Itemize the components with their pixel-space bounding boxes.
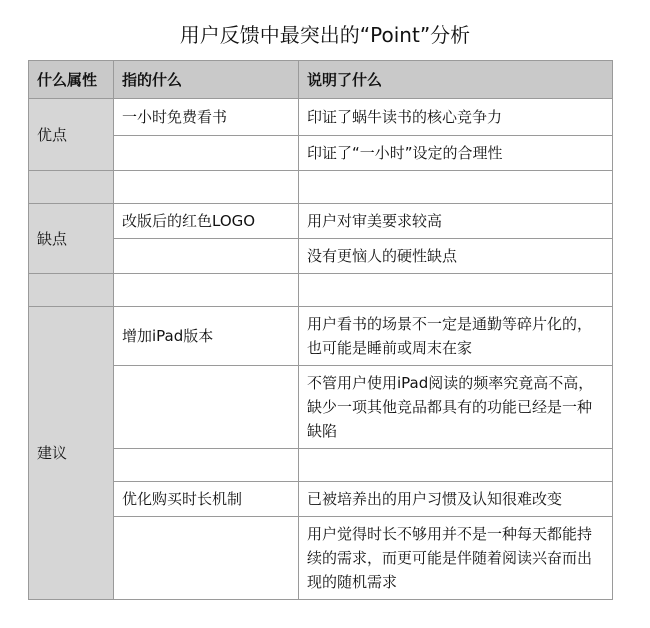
- cell-means: 印证了蜗牛读书的核心竞争力: [299, 99, 613, 136]
- category-advantages: 优点: [29, 99, 114, 171]
- cell-what: [114, 366, 299, 449]
- cell-means: 印证了“一小时”设定的合理性: [299, 136, 613, 171]
- spacer-cell: [299, 171, 613, 204]
- table-row: [29, 204, 613, 239]
- cell-what: [114, 517, 299, 600]
- table-row: [29, 449, 613, 482]
- spacer-row: [29, 274, 613, 307]
- category-disadvantages: 缺点: [29, 204, 114, 274]
- cell-what: 改版后的红色LOGO: [114, 204, 299, 239]
- cell-means: 用户觉得时长不够用并不是一种每天都能持续的需求，而更可能是伴随着阅读兴奋而出现的随机需求: [299, 517, 613, 600]
- category-suggestions: 建议: [29, 307, 114, 600]
- header-means: 说明了什么: [299, 61, 613, 99]
- table-row: [29, 517, 613, 600]
- table-row: [29, 307, 613, 366]
- point-analysis-table: [28, 60, 613, 600]
- cell-what: 一小时免费看书: [114, 99, 299, 136]
- spacer-cell: [29, 171, 114, 204]
- cell-means: 用户看书的场景不一定是通勤等碎片化的，也可能是睡前或周末在家: [299, 307, 613, 366]
- table-header-row: [29, 61, 613, 99]
- cell-means: 用户对审美要求较高: [299, 204, 613, 239]
- table-row: [29, 482, 613, 517]
- page-title: 用户反馈中最突出的“Point”分析: [179, 23, 471, 47]
- cell-means: 不管用户使用iPad阅读的频率究竟高不高，缺少一项其他竞品都具有的功能已经是一种缺陷: [299, 366, 613, 449]
- spacer-row: [29, 171, 613, 204]
- table-row: [29, 99, 613, 136]
- table-row: [29, 366, 613, 449]
- cell-means: [299, 449, 613, 482]
- spacer-cell: [114, 171, 299, 204]
- header-attribute: 什么属性: [29, 61, 114, 99]
- spacer-cell: [29, 274, 114, 307]
- cell-means: 没有更恼人的硬性缺点: [299, 239, 613, 274]
- cell-what: [114, 239, 299, 274]
- cell-what: 增加iPad版本: [114, 307, 299, 366]
- cell-what: 优化购买时长机制: [114, 482, 299, 517]
- spacer-cell: [114, 274, 299, 307]
- cell-what: [114, 449, 299, 482]
- table-row: [29, 239, 613, 274]
- header-what: 指的什么: [114, 61, 299, 99]
- cell-what: [114, 136, 299, 171]
- spacer-cell: [299, 274, 613, 307]
- cell-means: 已被培养出的用户习惯及认知很难改变: [299, 482, 613, 517]
- table-row: [29, 136, 613, 171]
